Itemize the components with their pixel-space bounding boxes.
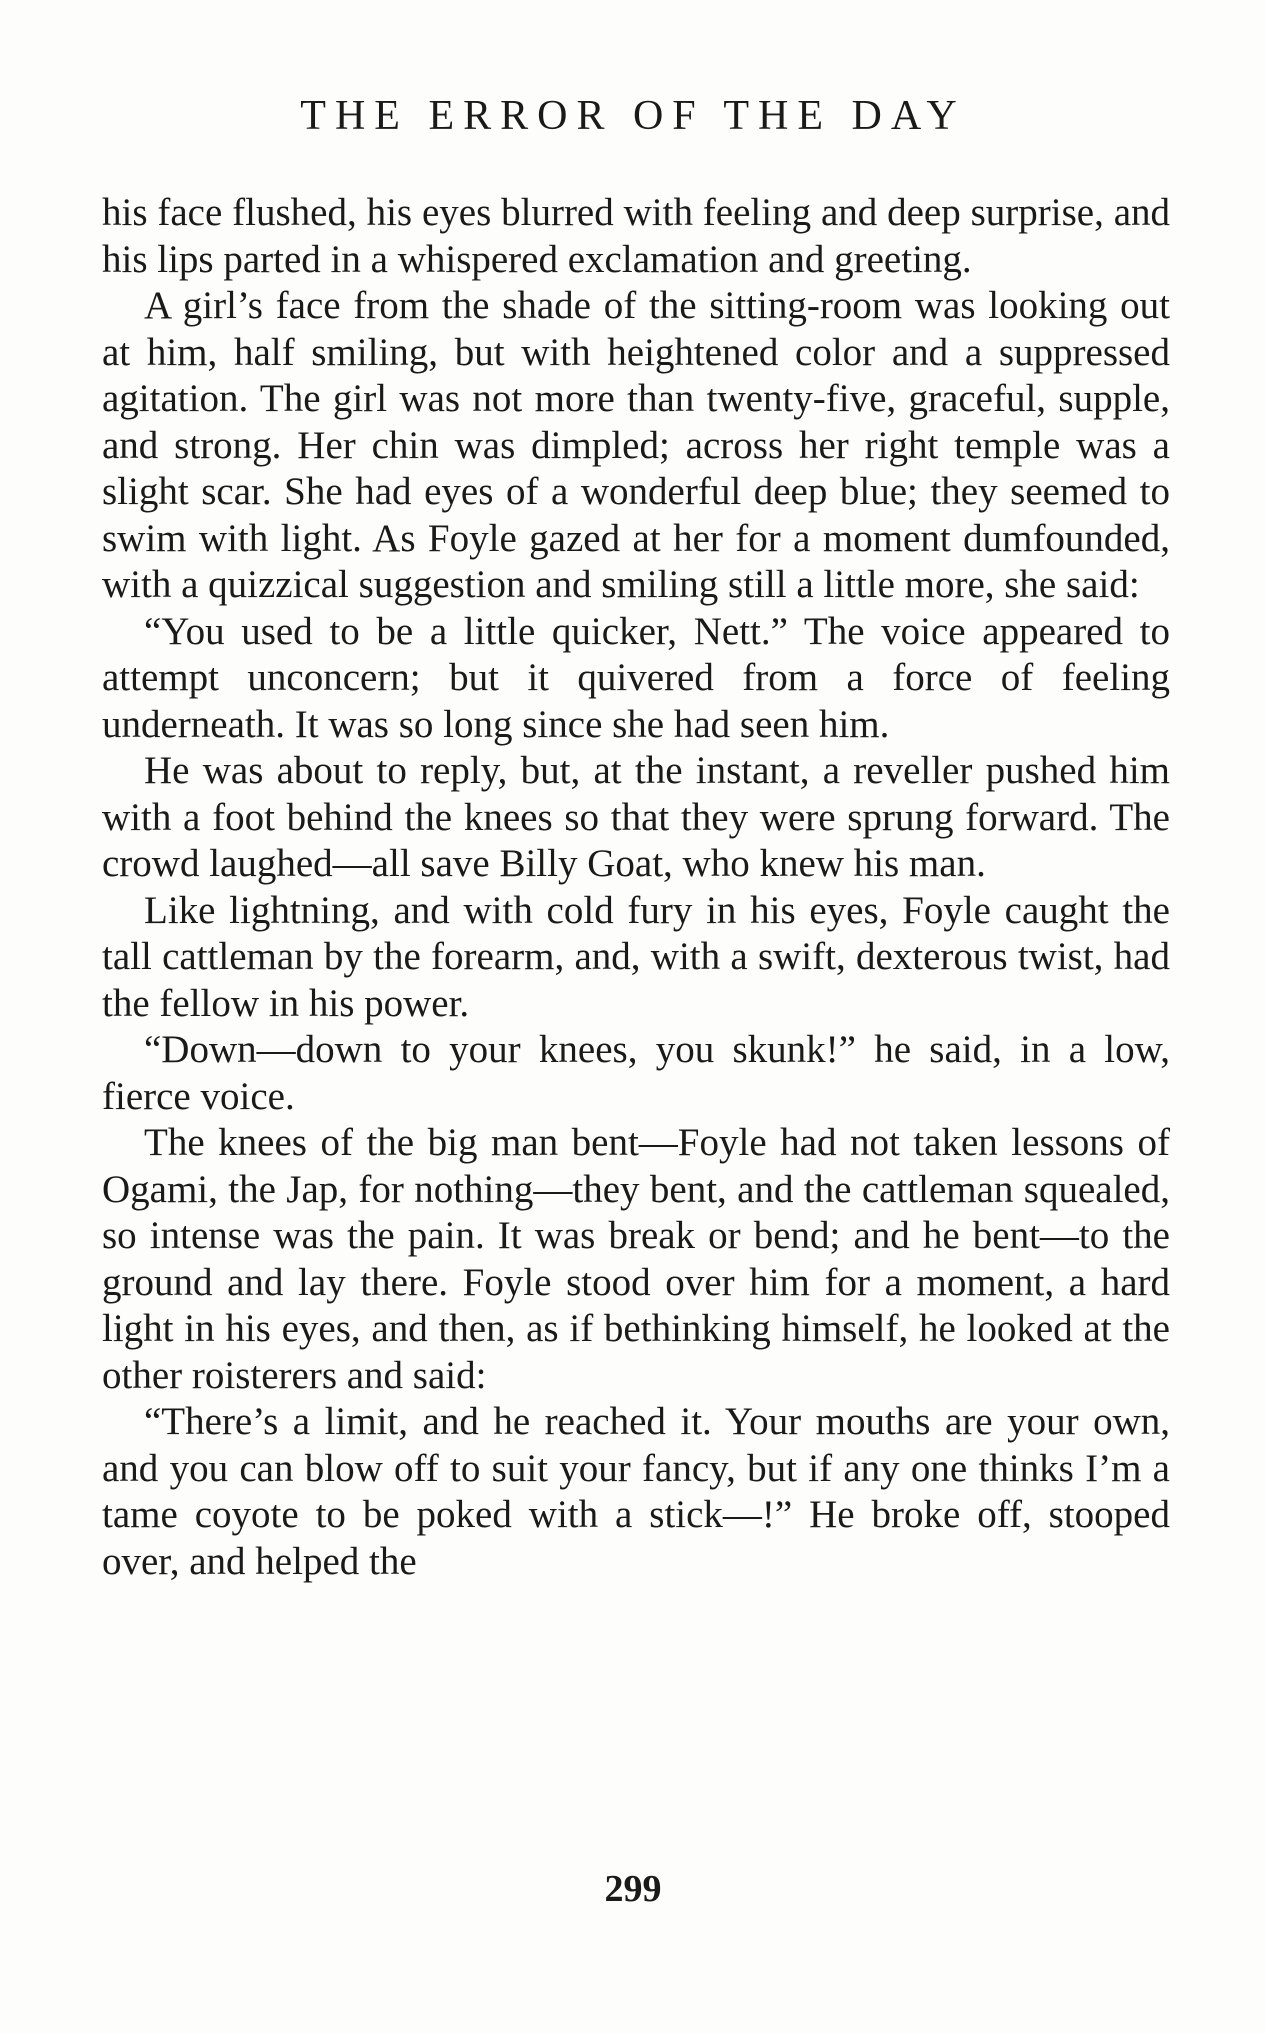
paragraph: He was about to reply, but, at the instant, a reveller pushed him with a foot behind the knees so that they were sprung forward. The crowd laughed—all save Billy Goat, who knew his man. bbox=[102, 749, 1170, 885]
paragraph: “You used to be a little quicker, Nett.” The voice appeared to attempt unconcern; but it quivered from a force of feeling underneath. It was so long since she had seen him. bbox=[102, 609, 1170, 746]
paragraph: his face flushed, his eyes blurred with feeling and deep surprise, and his lips parted in a whispered exclamation and greeting. bbox=[102, 191, 1170, 281]
paragraph: Like lightning, and with cold fury in his eyes, Foyle caught the tall cattleman by the forearm, and, with a swift, dexterous twist, had the fellow in his power. bbox=[102, 888, 1170, 1025]
paragraph: “Down—down to your knees, you skunk!” he said, in a low, fierce voice. bbox=[102, 1028, 1170, 1118]
body-text bbox=[102, 190, 1170, 1585]
page-number: 299 bbox=[604, 1868, 662, 1910]
paragraph: A girl’s face from the shade of the sitting-room was looking out at him, half smiling, but with heightened color and a suppressed agitation. The girl was not more than twenty-five, graceful, supple, and strong. Her chin was dimpled; across her right temple was a slight scar. She had eyes of a wonderful deep blue; they seemed to swim with light. As Foyle gazed at her for a moment dumfounded, with a quizzical suggestion and smiling still a little more, she said: bbox=[102, 284, 1170, 606]
paragraph: “There’s a limit, and he reached it. Your mouths are your own, and you can blow off to suit your fancy, but if any one thinks I’m a tame coyote to be poked with a stick—!” He broke off, stooped over, and helped the bbox=[102, 1400, 1170, 1583]
paragraph: The knees of the big man bent—Foyle had not taken lessons of Ogami, the Jap, for nothing—they bent, and the cattleman squealed, so intense was the pain. It was break or bend; and he bent—to the ground and lay there. Foyle stood over him for a moment, a hard light in his eyes, and then, as if bethinking himself, he looked at the other roisterers and said: bbox=[102, 1121, 1170, 1397]
running-head: THE ERROR OF THE DAY bbox=[300, 93, 966, 139]
